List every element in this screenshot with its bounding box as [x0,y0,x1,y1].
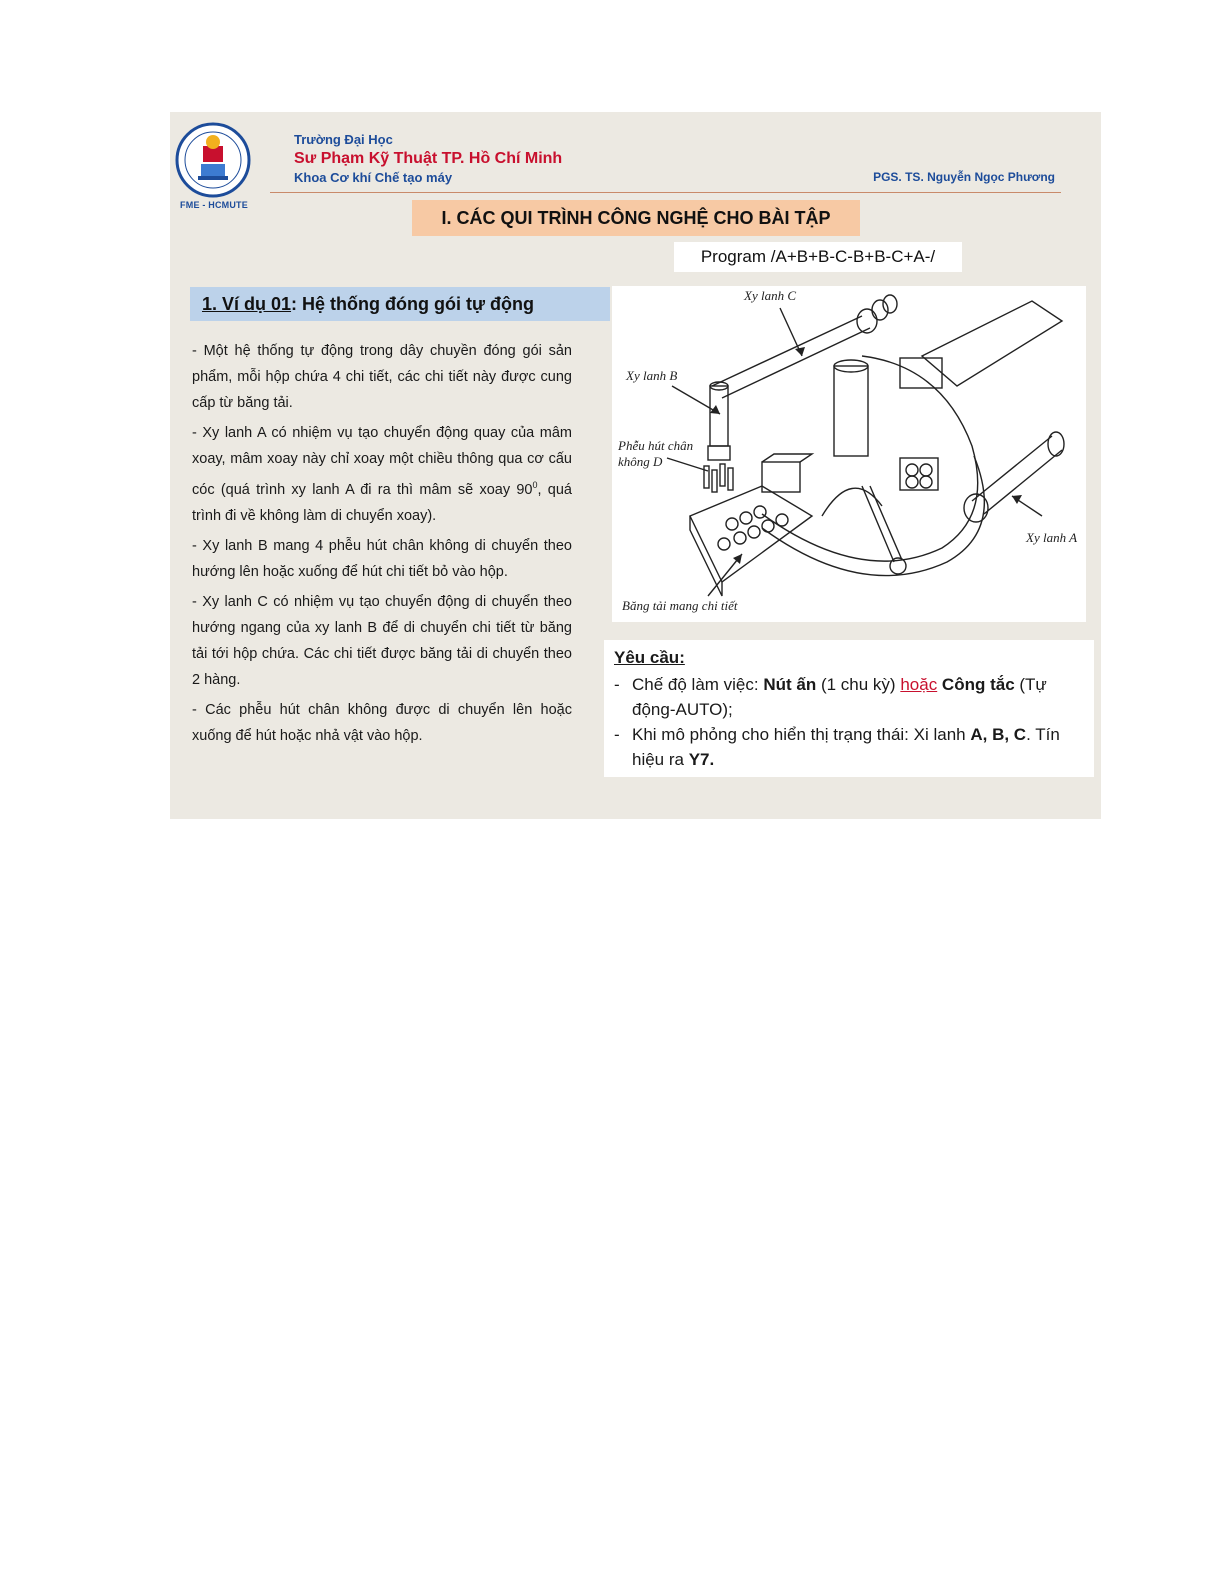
requirement-bold: Y7. [688,750,715,769]
example-title: : Hệ thống đóng gói tự động [291,293,535,314]
university-line2: Sư Phạm Kỹ Thuật TP. Hồ Chí Minh [294,150,563,167]
header-divider [270,192,1061,193]
university-logo [174,120,252,210]
requirement-item [614,672,1084,722]
requirements-box [604,640,1094,777]
paragraph-text: - Xy lanh A có nhiệm vụ tạo chuyển động quay của mâm xoay, mâm xoay này chỉ xoay một chiều thông qua cơ cấu cóc (quá trình xy lanh A đi ra thì mâm sẽ xoay 90 [192,425,572,498]
requirement-bold: A, B, C [970,725,1027,744]
paragraph: - Xy lanh B mang 4 phễu hút chân không di chuyển theo hướng lên hoặc xuống để hút chi tiết bỏ vào hộp. [192,537,572,580]
example-number: 1. Ví dụ 01 [202,293,292,314]
paragraph: - Xy lanh C có nhiệm vụ tạo chuyển động di chuyển theo hướng ngang của xy lanh B để di chuyển chi tiết từ băng tải tới hộp chứa. Các chi tiết được băng tải di chuyển theo 2 hàng. [192,593,572,688]
requirement-bold: Nút ấn [763,675,817,694]
label-cylinder-c: Xy lanh C [744,288,796,303]
example-heading [190,287,610,321]
label-vacuum-cup-line1: Phễu hút chân [618,438,694,453]
requirements-title: Yêu cầu: [614,648,685,667]
requirement-text-part: Chế độ làm việc: [632,675,764,694]
requirement-text-part: Khi mô phỏng cho hiển thị trạng thái: Xi lanh [632,725,971,744]
faculty-name: Khoa Cơ khí Chế tạo máy [294,170,453,185]
list-dash: - [614,675,620,694]
label-conveyor: Băng tải mang chi tiết [622,598,738,613]
university-header [294,130,562,187]
label-cylinder-a: Xy lanh A [1026,530,1078,545]
paragraph-text: , quá trình đi về không làm di chuyển xoay). [192,481,572,524]
example-description [192,338,572,753]
requirement-text-part: . Tín hiệu ra [632,725,1060,769]
requirement-text-part: (1 chu kỳ) [816,675,901,694]
paragraph-cylinder-a [192,420,572,529]
university-line1: Trường Đại Học [294,132,393,147]
list-dash: - [614,725,620,744]
label-vacuum-cup-line2: không D [618,454,663,469]
requirement-text [632,672,1084,722]
requirement-bold: Công tắc [937,675,1015,694]
paragraph: - Một hệ thống tự động trong dây chuyền đóng gói sản phẩm, mỗi hộp chứa 4 chi tiết, các chi tiết này được cung cấp từ băng tải. [192,343,572,411]
section-title: I. CÁC QUI TRÌNH CÔNG NGHỆ CHO BÀI TẬP [412,200,860,236]
paragraph: - Các phễu hút chân không được di chuyển lên hoặc xuống để hút hoặc nhả vật vào hộp. [192,701,572,744]
requirement-text [632,722,1084,772]
machine-illustration [612,286,1086,622]
label-cylinder-b: Xy lanh B [626,368,678,383]
logo-caption: FME - HCMUTE [180,200,248,210]
requirement-item [614,722,1084,772]
author-name: PGS. TS. Nguyễn Ngọc Phương [873,170,1055,184]
slide [170,112,1101,819]
superscript: 0 [532,480,538,490]
requirement-or: hoặc [900,675,938,694]
requirement-text-part: (Tự động-AUTO); [632,675,1047,719]
program-sequence: Program /A+B+B-C-B+B-C+A-/ [674,242,962,272]
label-vacuum-cup-d [618,438,693,470]
